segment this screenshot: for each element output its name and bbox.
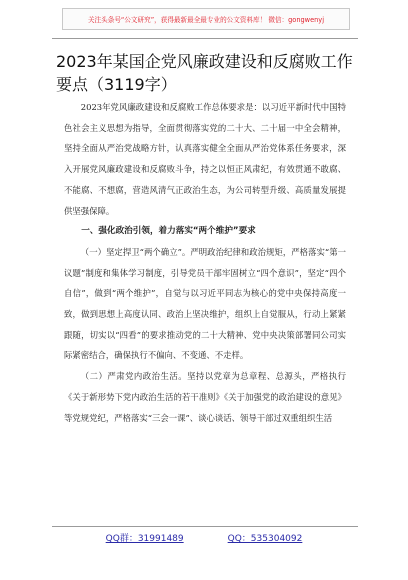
header-divider xyxy=(52,38,358,39)
qq-contact-link[interactable]: QQ：535304092 xyxy=(227,534,303,544)
qq-group-link[interactable]: QQ群：31991489 xyxy=(105,534,184,544)
document-body xyxy=(64,97,346,428)
item-2-paragraph: （二）严肃党内政治生活。坚持以党章为总章程、总源头，严格执行《关于新形势下党内政治生活的若干准则》《关于加强党的政治建设的意见》等党规党纪，严格落实“三会一课”、谈心谈话、领导干部过双重组织生活 xyxy=(64,371,346,423)
banner-text: 关注头条号“公文研究”，获得最新最全最专业的公文资料库！ 微信：gongwenyj xyxy=(87,16,325,24)
top-banner xyxy=(62,8,350,30)
document-title: 2023年某国企党风廉政建设和反腐败工作要点（3119字） xyxy=(56,52,353,94)
footer xyxy=(0,531,408,544)
section-heading: 一、强化政治引领，着力落实“两个维护”要求 xyxy=(81,226,256,237)
footer-divider xyxy=(52,526,358,527)
intro-paragraph: 2023年党风廉政建设和反腐败工作总体要求是：以习近平新时代中国特色社会主义思想为指导，全面贯彻落实党的二十大、二十届一中全会精神，坚持全面从严治党战略方针，认真落实健全全面从严治党体系任务要求，深入开展党风廉政建设和反腐败斗争，持之以恒正风肃纪，有效贯通不敢腐、不能腐、不想腐，营造风清气正政治生态，为公司转型升级、高质量发展提供坚强保障。 xyxy=(64,102,346,216)
item-1-paragraph: （一）坚定捍卫“两个确立”。严明政治纪律和政治规矩，严格落实“第一议题”制度和集体学习制度，引导党员干部牢固树立“四个意识”，坚定“四个自信”，做到“两个维护”，自觉与以习近平同志为核心的党中央保持高度一致，做到思想上高度认同、政治上坚决维护，组织上自觉服从，行动上紧紧跟随，切实以“四看”的要求推动党的二十大精神、党中央决策部署同公司实际紧密结合，确保执行不偏向、不变通、不走样。 xyxy=(64,246,346,361)
